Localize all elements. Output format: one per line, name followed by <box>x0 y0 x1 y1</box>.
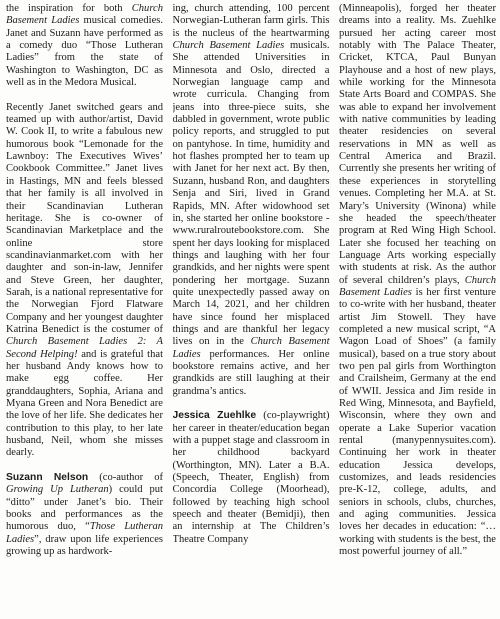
jessica-bio-cont: (Minneapolis), forged her theater dreams into a reality. Ms. Zuehlke pursued her acting career most notably with The Palace Theater, Cricket, KTCA, Paul Bunyan Playhouse and a host of new plays, while working for the Minnesota State Arts Board and COMPAS. She was able to expand her involvement with native communities by leading theater residencies on several reservations in MN as well as Central America and Brazil. Currently she presents her writing of these experiences in storytelling venues. Completing her M.A. at St. Mary’s University (Winona) while she headed the speech/theater program at Red Wing High School. Later she focused her teaching on Language Arts working especially with students at risk. As the author of several children’s plays, Church Basement Ladies is her first venture to co-write with her husband, theater artist Jim Stowell. They have completed a new musical script, “A Wagon Load of Shoes” (a family musical), based on a true story about two pen pal girls from Worthington and Crailsheim, Germany at the end of WWII. Jessica and Jim reside in Red Wing, Minnesota, and Bayfield, Wisconsin, where they own and operate a Lake Superior vacation rental (manypennysuites.com). Continuing her work in theater education Jessica develops, customizes, and leads residencies pre-K-12, college, adults, and seniors in schools, clubs, churches, and aging communities. Jessica loves her decades in education: “…working with students is the best, the most powerful journey of all.” <box>339 3 496 558</box>
suzann-name: Suzann Nelson <box>6 472 89 484</box>
suzann-bio-start: Suzann Nelson (co-author of Growing Up Lutheran) could put “ditto” under Janet’s bio. Their books and performances as the humorous duo, “Those Lutheran Ladies”, draw upon life experiences growing up as hardwork- <box>6 472 163 558</box>
column-2 <box>173 3 330 619</box>
janet-bio-end: the inspiration for both Church Basement Ladies musical comedies. Janet and Suzann have performed as a comedy duo “Those Lutheran Ladies” from the state of Washington to Washington, DC as well as in the Medora Musical. <box>6 3 163 89</box>
jessica-name: Jessica Zuehlke <box>172 410 257 422</box>
book-title: Growing Up Lutheran <box>6 484 109 496</box>
jessica-bio-start: Jessica Zuehlke (co-playwright) her career in theater/education began with a puppet stage and classroom in her childhood backyard (Worthington, MN). Later a B.A. (Speech, Theater, English) from Concordia College (Moorhead), followed by teaching high school speech and theater (Bemidji), then an internship at The Children’s Theatre Company <box>172 410 330 545</box>
column-3 <box>339 3 496 619</box>
column-1 <box>6 3 163 619</box>
suzann-bio-cont: ing, church attending, 100 percent Norwegian-Lutheran farm girls. This is the nucleus of the heartwarming Church Basement Ladies musicals. She attended Universities in Minnesota and Oslo, directed a Norwegian language camp and wrote curricula. Changing from jeans into three-piece suits, she dabbled in government, wrote public policy reports, and struggled to put on pantyhose. In time, humidity and hot flashes prompted her to team up with Janet for her next act. By then, Suzann, husband Ron, and daughters Senja and Siri, lived in Grand Rapids, MN. After widowhood set in, she started her online bookstore -www.ruralroutebookstore.com. She spent her days looking for misplaced things and laughing with her four grandkids, and her nights were spent pondering her mortgage. Suzann quite unexpectedly passed away on March 14, 2021, and her children have since found her misplaced things and are thankful her legacy lives on in the Church Basement Ladies performances. Her online bookstore remains active, and her grandkids are still laughing at their grandma’s antics. <box>172 3 330 397</box>
janet-bio-recent: Recently Janet switched gears and teamed up with author/artist, David W. Cook II, to write a fabulous new humorous book “Lemonade for the Lawnboy: The Executives Wives’ Cookbook Committee.” Janet lives in Hastings, MN and feels blessed that her family is all involved in their Scandinavian Lutheran heritage. She is co-owner of Scandinavian Marketplace and the online store scandinavianmarket.com with her daughter and son-in-law, Jennifer and Steve Green, her daughter, Sarah, is a national representative for the Norwegian Fjord Flatware Company and her youngest daughter Katrina Benedict is the costumer of Church Basement Ladies 2: A Second Helping! and is grateful that her husband Andy knows how to make egg coffee. Her granddaughters, Sophia, Ariana and Myana Green and Nora Benedict are the love of her life. She dedicates her contribution to this play, to her late husband, Neil, whom she misses dearly. <box>6 101 163 459</box>
duo-name: Those Lutheran Ladies <box>6 521 163 545</box>
bio-columns <box>6 3 496 619</box>
